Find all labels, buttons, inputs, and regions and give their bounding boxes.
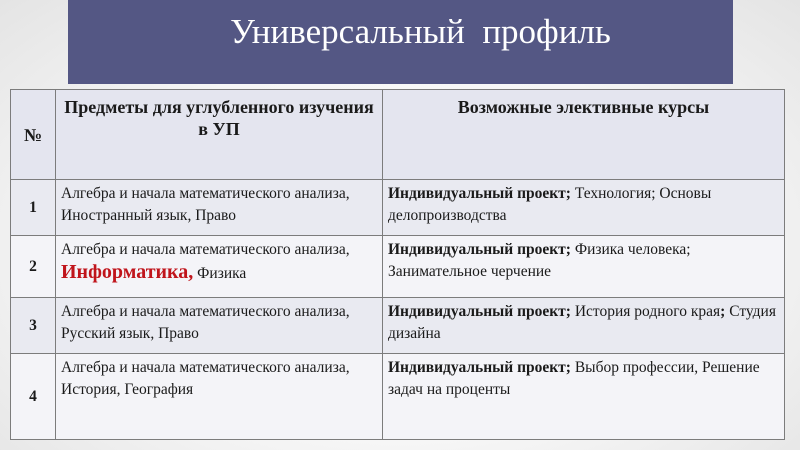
subjects-after: Физика bbox=[193, 265, 247, 282]
row-courses bbox=[383, 236, 785, 298]
row-subjects bbox=[56, 236, 383, 298]
row-number: 1 bbox=[11, 180, 56, 236]
row-number: 3 bbox=[11, 298, 56, 354]
header-number: № bbox=[11, 90, 56, 180]
subjects-before: Алгебра и начала математического анализа, bbox=[61, 241, 350, 258]
courses-mid: История родного края bbox=[570, 303, 721, 320]
courses-semicolon: ; bbox=[720, 303, 726, 320]
courses-rest: Выбор профессии, Решение задач на проценты bbox=[388, 359, 760, 398]
courses-rest: Студия дизайна bbox=[388, 303, 776, 342]
row-subjects: Алгебра и начала математического анализа, Русский язык, Право bbox=[56, 298, 383, 354]
profile-table bbox=[10, 89, 785, 440]
row-number: 2 bbox=[11, 236, 56, 298]
table-row bbox=[11, 180, 785, 236]
row-subjects: Алгебра и начала математического анализа, История, География bbox=[56, 354, 383, 440]
subjects-highlight: Информатика, bbox=[61, 261, 194, 283]
slide-title: Универсальный профиль bbox=[230, 12, 611, 51]
courses-rest: Физика человека; Занимательное черчение bbox=[388, 241, 691, 280]
row-courses bbox=[383, 354, 785, 440]
courses-lead: Индивидуальный проект; bbox=[388, 241, 571, 258]
courses-lead: Индивидуальный проект; bbox=[388, 303, 571, 320]
courses-lead: Индивидуальный проект; bbox=[388, 359, 571, 376]
table-row bbox=[11, 236, 785, 298]
header-courses: Возможные элективные курсы bbox=[383, 90, 785, 180]
courses-rest: Технология; Основы делопроизводства bbox=[388, 185, 712, 224]
row-number: 4 bbox=[11, 354, 56, 440]
courses-lead: Индивидуальный проект; bbox=[388, 185, 571, 202]
table-row bbox=[11, 298, 785, 354]
table-header-row bbox=[11, 90, 785, 180]
title-banner bbox=[68, 0, 733, 84]
row-courses bbox=[383, 298, 785, 354]
table-row bbox=[11, 354, 785, 440]
row-courses bbox=[383, 180, 785, 236]
row-subjects: Алгебра и начала математического анализа, Иностранный язык, Право bbox=[56, 180, 383, 236]
header-subjects: Предметы для углубленного изучения в УП bbox=[56, 90, 383, 180]
